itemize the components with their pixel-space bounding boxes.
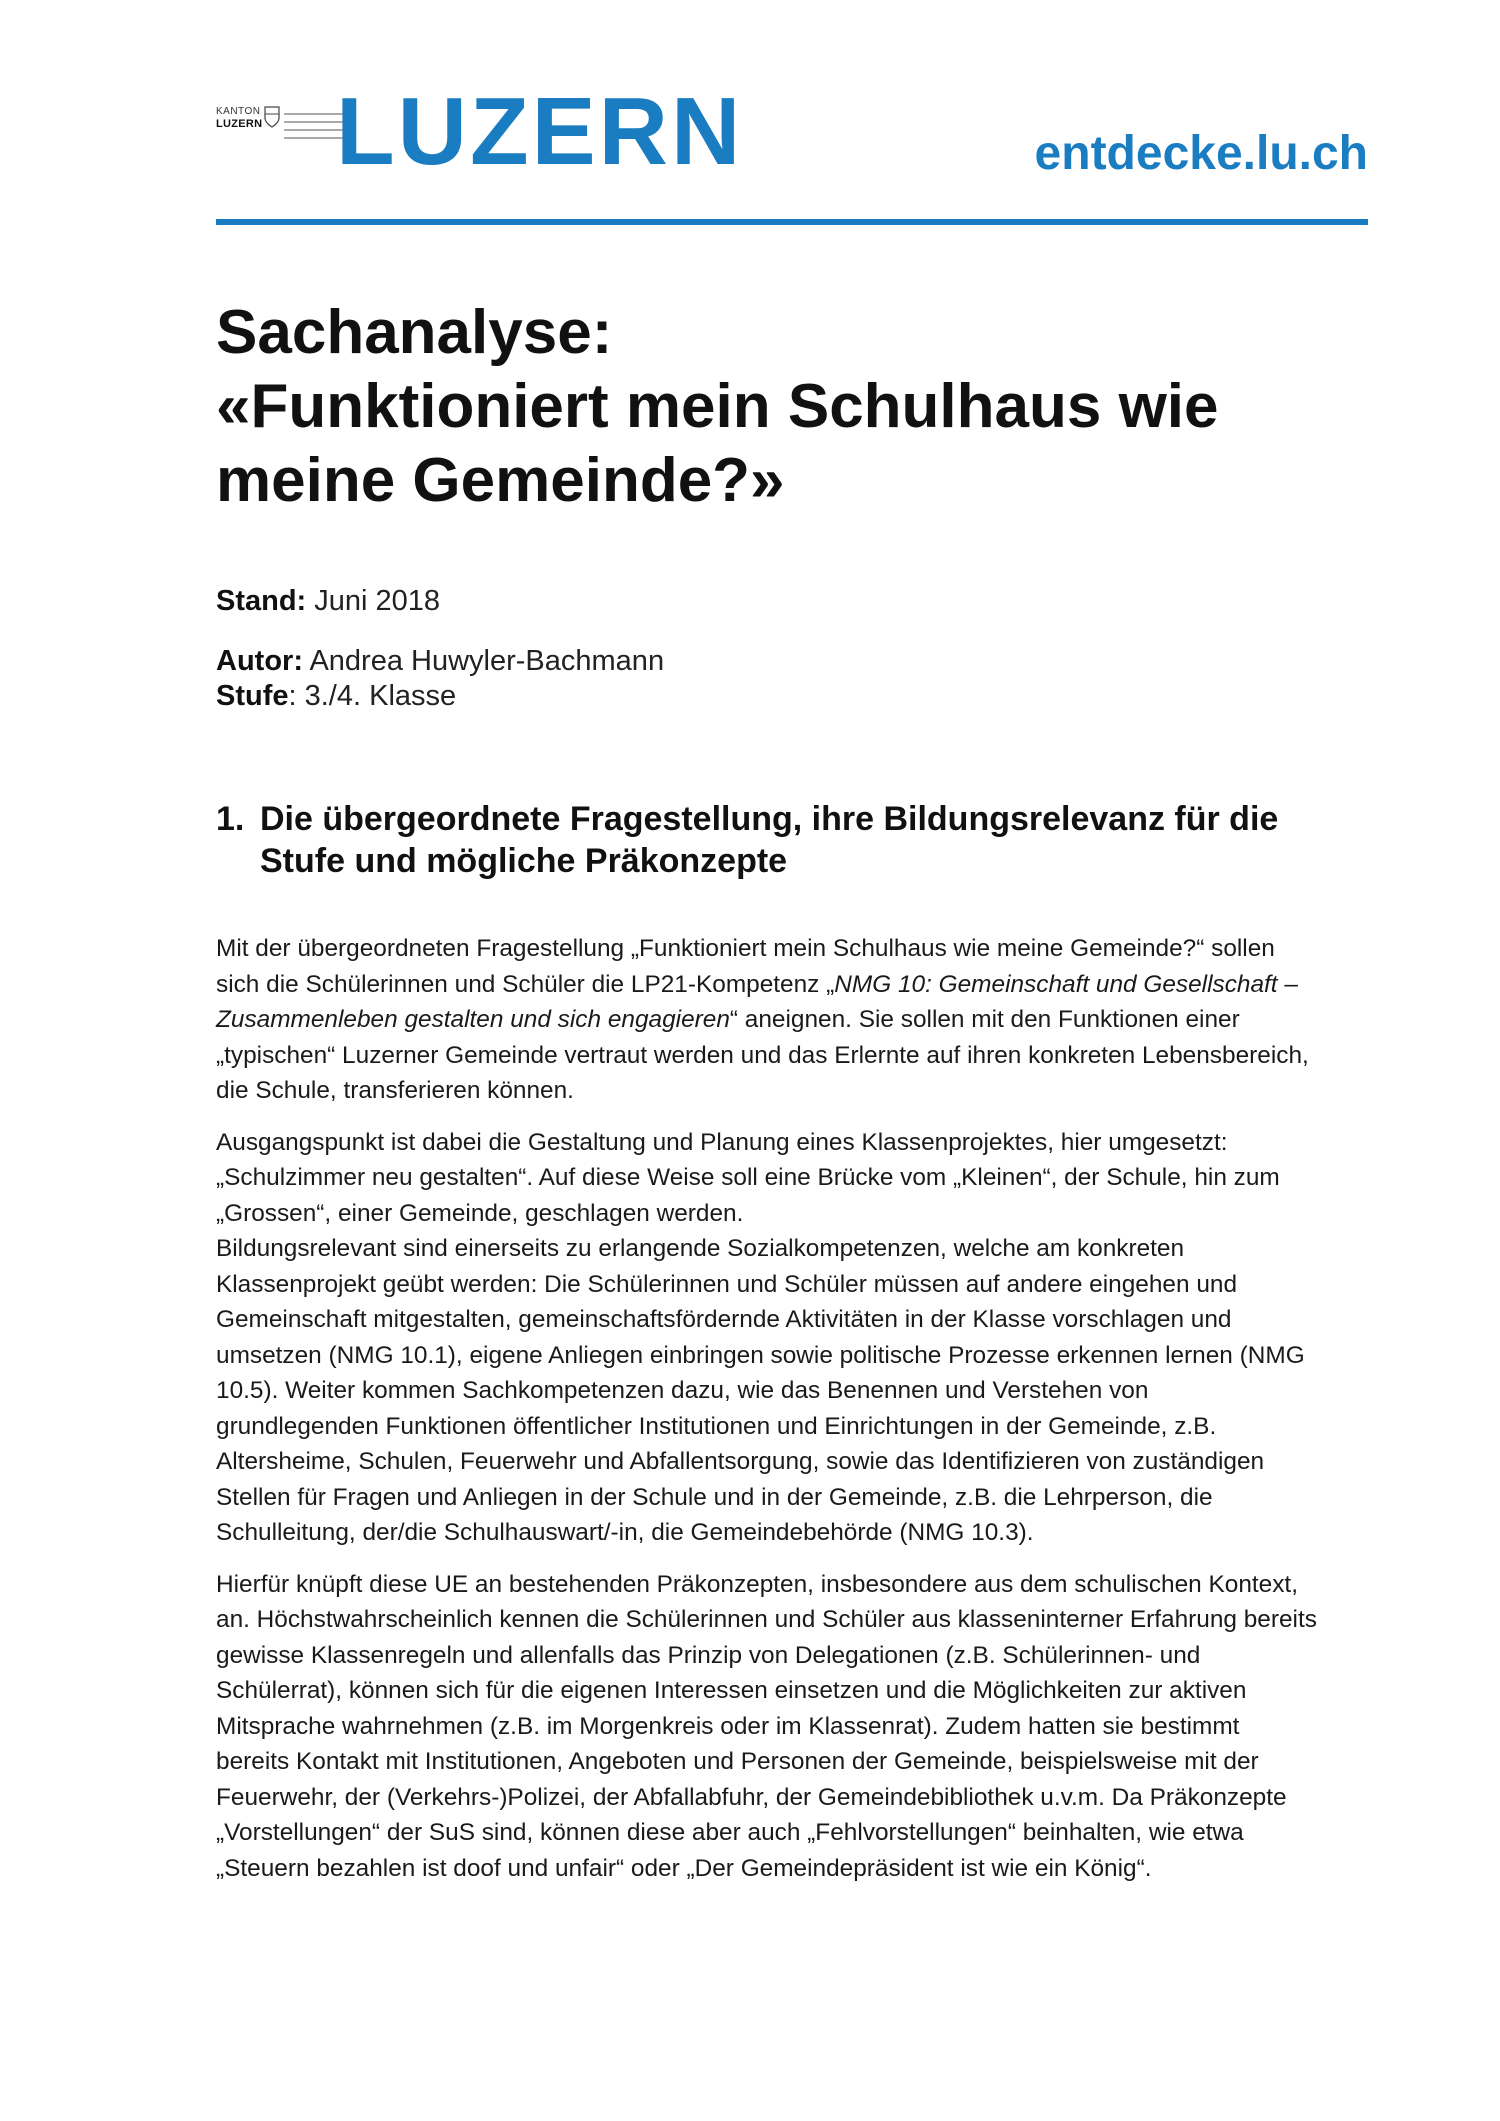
stand-value: Juni 2018 <box>314 585 441 617</box>
paragraph-1 <box>216 931 1376 1109</box>
paragraph-2 <box>216 1125 1376 1551</box>
kanton-name: LUZERN <box>216 118 263 130</box>
meta-autor <box>216 644 1366 679</box>
text-line: „Vorstellungen“ der SuS sind, können diese aber auch „Fehlvorstellungen“ beinhalten, wie etwa <box>216 1819 1244 1846</box>
text-line: Schülerrat), können sich für die eigenen Interessen einsetzen und die Möglichkeiten zur aktiven <box>216 1677 1247 1704</box>
title-line-2: «Funktioniert mein Schulhaus wie <box>216 372 1219 441</box>
text-line: Hierfür knüpft diese UE an bestehenden Präkonzepten, insbesondere aus dem schulischen Kontext, <box>216 1570 1298 1598</box>
section-number: 1. <box>216 800 245 838</box>
text-line: „Grossen“, einer Gemeinde, geschlagen werden. <box>216 1199 744 1227</box>
autor-label: Autor: <box>216 645 303 677</box>
logo-lines-icon <box>284 110 344 140</box>
text-line: Feuerwehr, der (Verkehrs-)Polizei, der Abfallabfuhr, der Gemeindebibliothek u.v.m. Da Präkonzepte <box>216 1783 1287 1811</box>
meta-stand <box>216 584 1366 619</box>
meta-stufe <box>216 679 1366 714</box>
text-line: „Steuern bezahlen ist doof und unfair“ oder „Der Gemeindepräsident ist wie ein König“. <box>216 1854 1152 1882</box>
document-title <box>216 296 1366 518</box>
section-heading-1 <box>216 798 1366 882</box>
text-line: die Schule, transferieren können. <box>216 1077 574 1104</box>
text-line: gewisse Klassenregeln und allenfalls das Prinzip von Delegationen (z.B. Schülerinnen- und <box>216 1641 1201 1669</box>
text-line: Altersheime, Schulen, Feuerwehr und Abfallentsorgung, sowie das Identifizieren von zuständigen <box>216 1448 1265 1475</box>
section-heading-line-1: Die übergeordnete Fragestellung, ihre Bildungsrelevanz für die <box>260 800 1279 838</box>
text-line: 10.5). Weiter kommen Sachkompetenzen dazu, wie das Benennen und Verstehen von <box>216 1377 1149 1404</box>
text-line: Stellen für Fragen und Anliegen in der Schule und in der Gemeinde, z.B. die Lehrperson, die <box>216 1483 1213 1511</box>
body-text <box>216 931 1376 1886</box>
stand-label: Stand: <box>216 585 307 617</box>
text-line: umsetzen (NMG 10.1), eigene Anliegen einbringen sowie politische Prozesse erkennen lernen (NMG <box>216 1341 1305 1369</box>
text-line: Ausgangspunkt ist dabei die Gestaltung und Planung eines Klassenprojektes, hier umgesetzt: <box>216 1128 1228 1156</box>
text-line: “ aneignen. Sie sollen mit den Funktionen einer <box>729 1006 1240 1033</box>
section-heading-line-2: Stufe und mögliche Präkonzepte <box>260 842 788 880</box>
text-line: grundlegenden Funktionen öffentlicher Institutionen und Einrichtungen in der Gemeinde, z.B. <box>216 1412 1217 1440</box>
text-line: „Schulzimmer neu gestalten“. Auf diese Weise soll eine Brücke vom „Kleinen“, der Schule, hin zum <box>216 1164 1280 1191</box>
italic-competence-2: Zusammenleben gestalten und sich engagieren <box>216 1006 730 1033</box>
crest-icon <box>264 106 280 128</box>
text-line: Bildungsrelevant sind einerseits zu erlangende Sozialkompetenzen, welche am konkreten <box>216 1235 1185 1262</box>
text-line: sich die Schülerinnen und Schüler die LP21-Kompetenz „ <box>216 970 835 998</box>
kanton-label: KANTON <box>216 106 261 117</box>
autor-value: Andrea Huwyler-Bachmann <box>309 645 665 677</box>
text-line: bereits Kontakt mit Institutionen, Angeboten und Personen der Gemeinde, beispielsweise mit der <box>216 1748 1259 1775</box>
header-rule <box>216 219 1368 225</box>
text-line: Klassenprojekt geübt werden: Die Schülerinnen und Schüler müssen auf andere eingehen und <box>216 1270 1238 1298</box>
logo-wordmark: LUZERN <box>336 78 744 185</box>
stufe-label: Stufe <box>216 680 289 712</box>
site-url: entdecke.lu.ch <box>1034 127 1368 180</box>
title-line-1: Sachanalyse: <box>216 298 613 367</box>
italic-competence: NMG 10: Gemeinschaft und Gesellschaft – <box>834 970 1298 998</box>
text-line: an. Höchstwahrscheinlich kennen die Schülerinnen und Schüler aus klasseninterner Erfahrung bereits <box>216 1606 1317 1633</box>
stufe-value: : 3./4. Klasse <box>288 680 457 712</box>
text-line: Schulleitung, der/die Schulhauswart/-in, die Gemeindebehörde (NMG 10.3). <box>216 1519 1034 1546</box>
text-line: Mit der übergeordneten Fragestellung „Funktioniert mein Schulhaus wie meine Gemeinde?“ sollen <box>216 935 1275 962</box>
luzern-logo <box>216 78 766 185</box>
title-line-3: meine Gemeinde?» <box>216 446 785 515</box>
text-line: Gemeinschaft mitgestalten, gemeinschaftsfördernde Aktivitäten in der Klasse vorschlagen und <box>216 1306 1232 1333</box>
text-line: „typischen“ Luzerner Gemeinde vertraut werden und das Erlernte auf ihren konkreten Lebensbereich, <box>216 1041 1309 1069</box>
text-line: Mitsprache wahrnehmen (z.B. im Morgenkreis oder im Klassenrat). Zudem hatten sie bestimmt <box>216 1712 1240 1740</box>
paragraph-3 <box>216 1567 1376 1887</box>
